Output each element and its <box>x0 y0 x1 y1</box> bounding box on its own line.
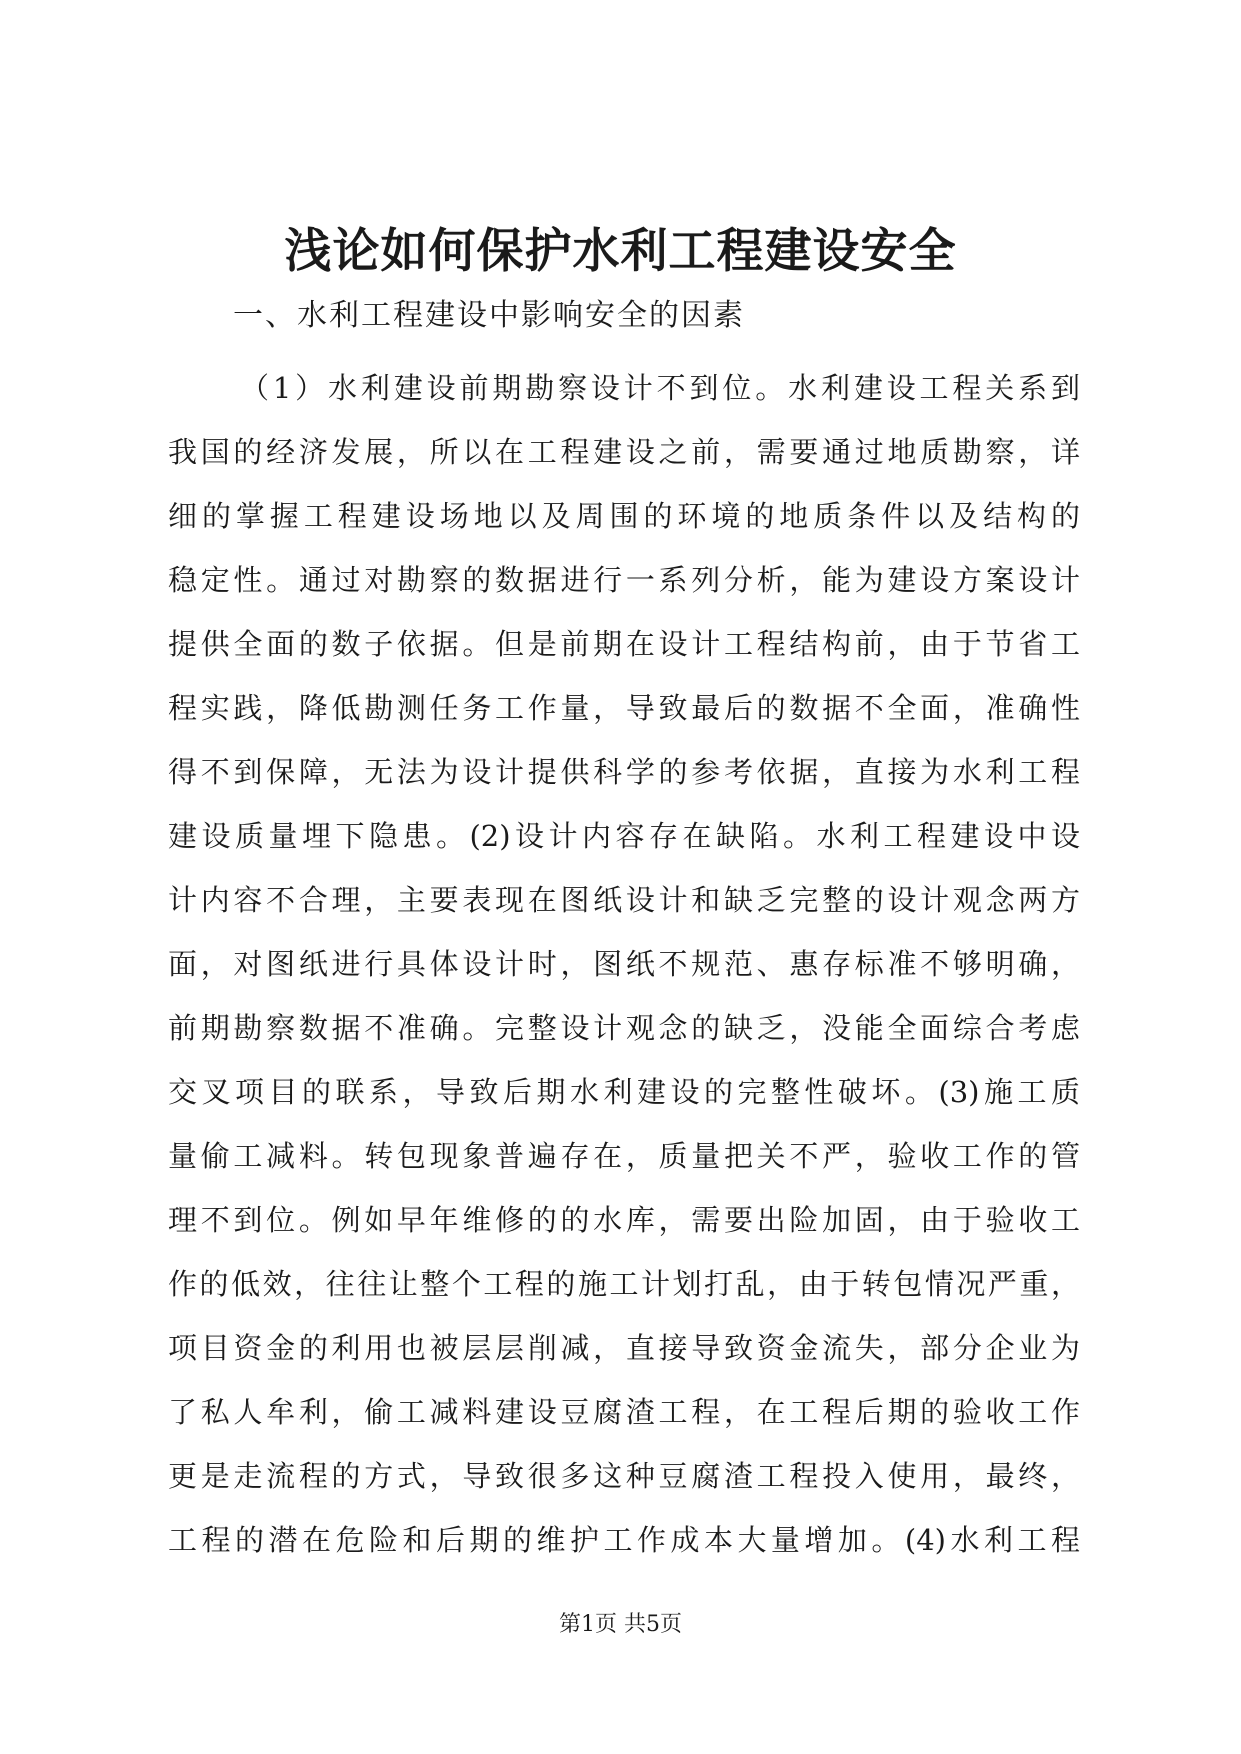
paragraph-line: 交叉项目的联系，导致后期水利建设的完整性破坏。(3)施工质 <box>168 1075 1080 1109</box>
page-number-footer: 第1页 共5页 <box>559 1612 682 1637</box>
paragraph-line: 前期勘察数据不准确。完整设计观念的缺乏，没能全面综合考虑 <box>168 1011 1080 1045</box>
body-paragraph <box>168 356 1080 1572</box>
paragraph-line: 项目资金的利用也被层层削减，直接导致资金流失，部分企业为 <box>168 1331 1080 1365</box>
paragraph-line: 程实践，降低勘测任务工作量，导致最后的数据不全面，准确性 <box>168 691 1080 725</box>
paragraph-line: 面，对图纸进行具体设计时，图纸不规范、惠存标准不够明确， <box>168 947 1080 981</box>
paragraph-line: 细的掌握工程建设场地以及周围的环境的地质条件以及结构的 <box>168 499 1080 533</box>
paragraph-line: 我国的经济发展，所以在工程建设之前，需要通过地质勘察，详 <box>168 435 1080 469</box>
paragraph-line: 了私人牟利，偷工减料建设豆腐渣工程，在工程后期的验收工作 <box>168 1395 1080 1429</box>
paragraph-line: 作的低效，往往让整个工程的施工计划打乱，由于转包情况严重， <box>168 1267 1080 1301</box>
document-title: 浅论如何保护水利工程建设安全 <box>284 224 957 279</box>
paragraph-line: （1）水利建设前期勘察设计不到位。水利建设工程关系到 <box>240 371 1080 405</box>
paragraph-line: 理不到位。例如早年维修的的水库，需要出险加固，由于验收工 <box>168 1203 1080 1237</box>
paragraph-line: 量偷工减料。转包现象普遍存在，质量把关不严，验收工作的管 <box>168 1139 1080 1173</box>
section-heading: 一、水利工程建设中影响安全的因素 <box>233 298 745 333</box>
paragraph-line: 工程的潜在危险和后期的维护工作成本大量增加。(4)水利工程 <box>168 1523 1080 1557</box>
paragraph-line: 建设质量埋下隐患。(2)设计内容存在缺陷。水利工程建设中设 <box>168 819 1080 853</box>
paragraph-line: 得不到保障，无法为设计提供科学的参考依据，直接为水利工程 <box>168 755 1080 789</box>
paragraph-line: 提供全面的数子依据。但是前期在设计工程结构前，由于节省工 <box>168 627 1080 661</box>
paragraph-line: 更是走流程的方式，导致很多这种豆腐渣工程投入使用，最终， <box>168 1459 1080 1493</box>
paragraph-line: 稳定性。通过对勘察的数据进行一系列分析，能为建设方案设计 <box>168 563 1080 597</box>
paragraph-line: 计内容不合理，主要表现在图纸设计和缺乏完整的设计观念两方 <box>168 883 1080 917</box>
